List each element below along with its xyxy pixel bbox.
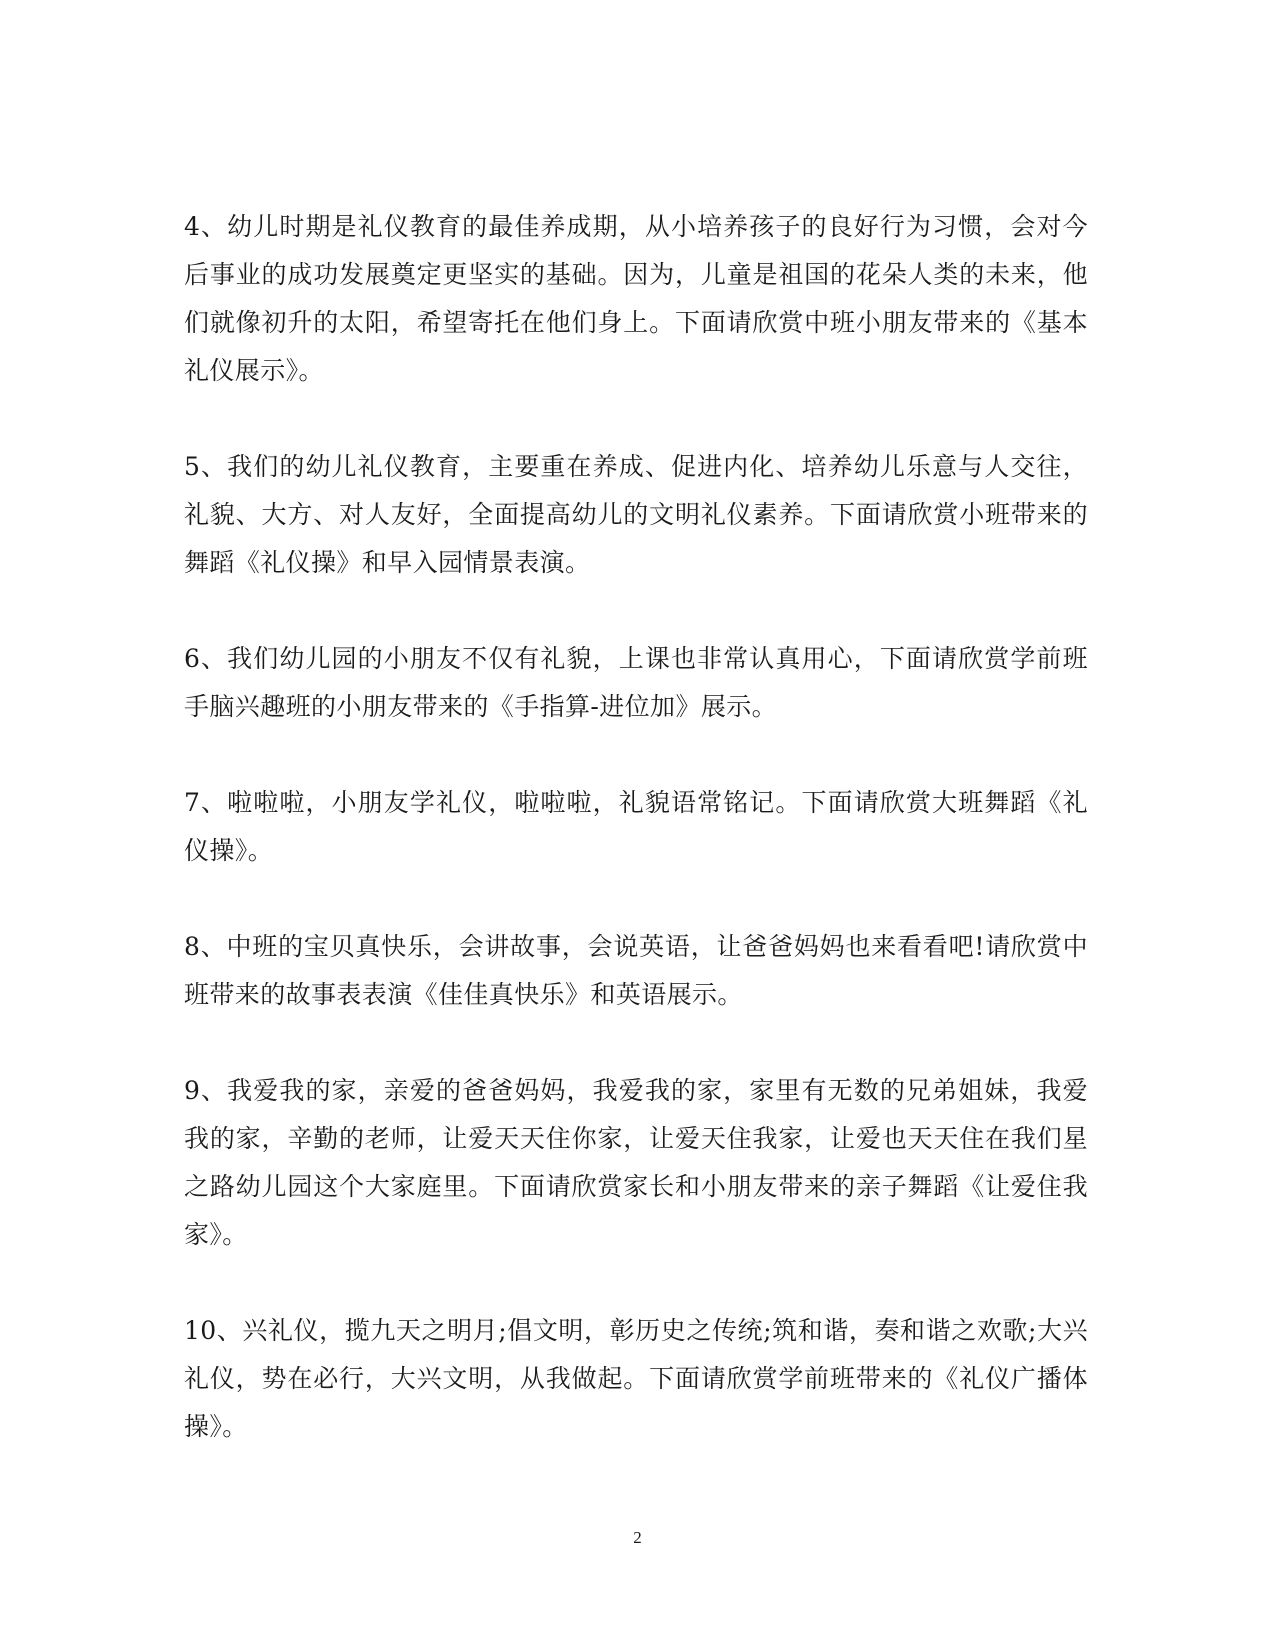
paragraph-6: 6、我们幼儿园的小朋友不仅有礼貌，上课也非常认真用心，下面请欣赏学前班手脑兴趣班的小朋友带来的《手指算-进位加》展示。 xyxy=(184,644,1088,721)
paragraph-10: 10、兴礼仪，揽九天之明月;倡文明，彰历史之传统;筑和谐，奏和谐之欢歌;大兴礼仪，势在必行，大兴文明，从我做起。下面请欣赏学前班带来的《礼仪广播体操》。 xyxy=(184,1316,1088,1441)
page-number: 2 xyxy=(633,1528,642,1547)
document-body xyxy=(184,203,1088,1499)
paragraph-7: 7、啦啦啦，小朋友学礼仪，啦啦啦，礼貌语常铭记。下面请欣赏大班舞蹈《礼仪操》。 xyxy=(184,788,1088,865)
paragraph-8: 8、中班的宝贝真快乐，会讲故事，会说英语，让爸爸妈妈也来看看吧!请欣赏中班带来的故事表表演《佳佳真快乐》和英语展示。 xyxy=(184,932,1088,1009)
paragraph-9: 9、我爱我的家，亲爱的爸爸妈妈，我爱我的家，家里有无数的兄弟姐妹，我爱我的家，辛勤的老师，让爱天天住你家，让爱天住我家，让爱也天天住在我们星之路幼儿园这个大家庭里。下面请欣赏家长和小朋友带来的亲子舞蹈《让爱住我家》。 xyxy=(184,1076,1088,1249)
paragraph-5: 5、我们的幼儿礼仪教育，主要重在养成、促进内化、培养幼儿乐意与人交往，礼貌、大方、对人友好，全面提高幼儿的文明礼仪素养。下面请欣赏小班带来的舞蹈《礼仪操》和早入园情景表演。 xyxy=(184,452,1088,577)
paragraph-4: 4、幼儿时期是礼仪教育的最佳养成期，从小培养孩子的良好行为习惯，会对今后事业的成功发展奠定更坚实的基础。因为，儿童是祖国的花朵人类的未来，他们就像初升的太阳，希望寄托在他们身上。下面请欣赏中班小朋友带来的《基本礼仪展示》。 xyxy=(184,212,1088,385)
